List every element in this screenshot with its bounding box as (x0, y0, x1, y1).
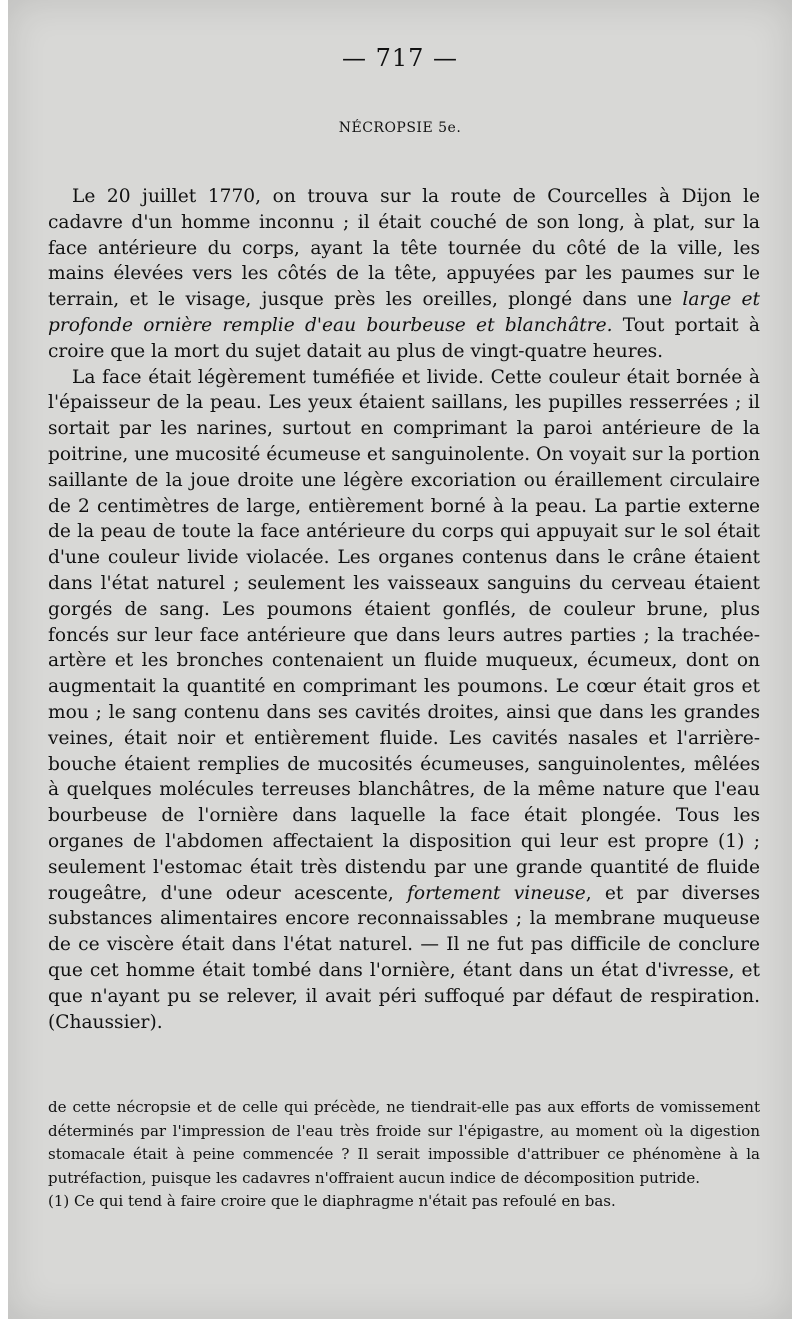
paragraph-1 (48, 184, 760, 365)
paragraph-2-emphasis: fortement vineuse (407, 882, 586, 904)
section-heading: NÉCROPSIE 5e. (338, 120, 462, 136)
paragraph-2-text-a: La face était légèrement tuméfiée et livide. Cette couleur était bornée à l'épaisseur de la peau. Les yeux étaient saillans, les pupilles resserrées ; il sortait par les narines, surtout en comprimant la paroi antérieure de la poitrine, une mucosité écumeuse et sanguinolente. On voyait sur la portion saillante de la joue droite une légère excoriation ou éraillement circulaire de 2 centimètres de large, entièrement borné à la peau. La partie externe de la peau de toute la face antérieure du corps qui appuyait sur le sol était d'une couleur livide violacée. Les organes contenus dans le crâne étaient dans l'état naturel ; seulement les vaisseaux sanguins du cerveau étaient gorgés de sang. Les poumons étaient gonflés, de couleur brune, plus foncés sur leur face antérieure que dans leurs autres parties ; la trachée-artère et les bronches contenaient un fluide muqueux, écumeux, dont on augmentait la quantité en comprimant les poumons. Le cœur était gros et mou ; le sang contenu dans ses cavités droites, ainsi que dans les grandes veines, était noir et entièrement fluide. Les cavités nasales et l'arrière-bouche étaient remplies de mucosités écumeuses, sanguinolentes, mêlées à quelques molécules terreuses blanchâtres, de la même nature que l'eau bourbeuse de l'ornière dans laquelle la face était plongée. Tous les organes de l'abdomen affectaient la disposition qui leur est propre (1) ; seulement l'estomac était très distendu par une grande quantité de fluide rougeâtre, d'une odeur acescente, (48, 366, 760, 904)
body-text (48, 184, 760, 1035)
footnote-continuation: de cette nécropsie et de celle qui précède, ne tiendrait-elle pas aux efforts de vomissement déterminés par l'impression de l'eau très froide sur l'épigastre, au moment où la digestion stomacale était à peine commencée ? Il serait impossible d'attribuer ce phénomène à la putréfaction, puisque les cadavres n'offraient aucun indice de décomposition putride. (48, 1098, 760, 1187)
page-number: — 717 — (341, 44, 459, 72)
footnote-1: (1) Ce qui tend à faire croire que le diaphragme n'était pas refoulé en bas. (48, 1192, 616, 1210)
paragraph-1-emphasis: large et profonde ornière remplie d'eau bourbeuse et blanchâtre. (48, 289, 760, 336)
paragraph-2 (48, 365, 760, 1036)
paragraph-1-text-a: Le 20 juillet 1770, on trouva sur la route de Courcelles à Dijon le cadavre d'un homme inconnu ; il était couché de son long, à plat, sur la face antérieure du corps, ayant la tête tournée du côté de la ville, les mains élevées vers les côtés de la tête, appuyées par les paumes sur le terrain, et le visage, jusque près les oreilles, plongé dans une (48, 186, 760, 311)
paragraph-1-text-b: Tout portait à croire que la mort du sujet datait au plus de vingt-quatre heures. (48, 314, 760, 362)
document-page (8, 0, 792, 1319)
paragraph-2-text-b: , et par diverses substances alimentaires encore reconnaissables ; la membrane muqueuse de ce viscère était dans l'état naturel. — Il ne fut pas difficile de conclure que cet homme était tombé dans l'ornière, étant dans un état d'ivresse, et que n'ayant pu se relever, il avait péri suffoqué par défaut de respiration. (Chaussier). (48, 882, 760, 1033)
footnotes (48, 1096, 760, 1214)
